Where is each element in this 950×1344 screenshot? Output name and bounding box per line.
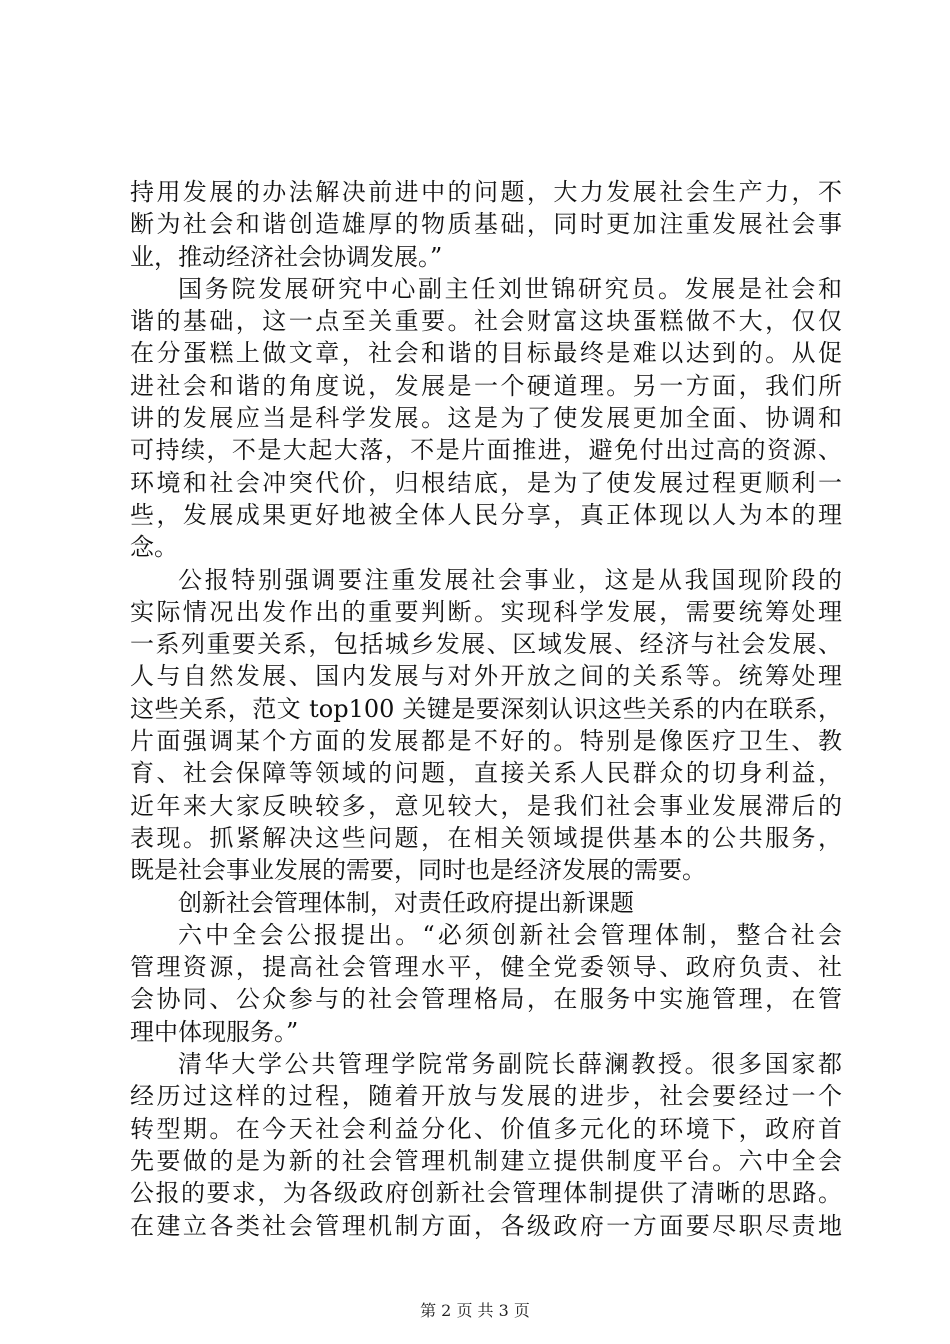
page-footer [0,1301,950,1321]
text-line: 公报特别强调要注重发展社会事业，这是从我国现阶段的 [178,565,842,594]
text-line: 讲的发展应当是科学发展。这是为了使发展更加全面、协调和 [130,404,842,433]
text-line: 公报的要求，为各级政府创新社会管理体制提供了清晰的思路。 [130,1179,842,1208]
text-line: 先要做的是为新的社会管理机制建立提供制度平台。六中全会 [130,1146,842,1175]
text-line: 国务院发展研究中心副主任刘世锦研究员。发展是社会和 [178,274,842,303]
text-line: 实际情况出发作出的重要判断。实现科学发展，需要统筹处理 [130,597,842,626]
text-line: 断为社会和谐创造雄厚的物质基础，同时更加注重发展社会事 [130,210,842,239]
text-line: 片面强调某个方面的发展都是不好的。特别是像医疗卫生、教 [130,727,842,756]
text-line: 环境和社会冲突代价，归根结底，是为了使发展过程更顺利一 [130,468,842,497]
document-body [130,176,842,1242]
text-line: 念。 [130,533,178,562]
text-line: 些，发展成果更好地被全体人民分享，真正体现以人为本的理 [130,500,842,529]
text-line: 进社会和谐的角度说，发展是一个硬道理。另一方面，我们所 [130,371,842,400]
text-line: 管理资源，提高社会管理水平，健全党委领导、政府负责、社 [130,953,842,982]
text-line: 六中全会公报提出。“必须创新社会管理体制，整合社会 [178,920,842,949]
text-line: 人与自然发展、国内发展与对外开放之间的关系等。统筹处理 [130,662,842,691]
text-line: 创新社会管理体制，对责任政府提出新课题 [178,888,634,917]
text-line: 可持续，不是大起大落，不是片面推进，避免付出过高的资源、 [130,436,842,465]
text-line: 持用发展的办法解决前进中的问题，大力发展社会生产力，不 [130,178,842,206]
text-line: 在分蛋糕上做文章，社会和谐的目标最终是难以达到的。从促 [130,339,842,368]
page-number-label: 第 2 页 共 3 页 [420,1301,530,1320]
text-line: 这些关系，范文 top100 关键是要深刻认识这些关系的内在联系， [130,694,842,723]
text-line: 育、社会保障等领域的问题，直接关系人民群众的切身利益， [130,759,842,788]
text-line: 表现。抓紧解决这些问题，在相关领域提供基本的公共服务， [130,823,842,852]
text-line: 在建立各类社会管理机制方面，各级政府一方面要尽职尽责地 [130,1211,842,1240]
text-line: 谐的基础，这一点至关重要。社会财富这块蛋糕做不大，仅仅 [130,307,842,336]
text-line: 近年来大家反映较多，意见较大，是我们社会事业发展滞后的 [130,791,842,820]
text-line: 既是社会事业发展的需要，同时也是经济发展的需要。 [130,856,706,885]
text-line: 转型期。在今天社会利益分化、价值多元化的环境下，政府首 [130,1114,842,1143]
text-line: 会协同、公众参与的社会管理格局，在服务中实施管理，在管 [130,985,842,1014]
text-line: 理中体现服务。” [130,1017,299,1046]
text-line: 经历过这样的过程，随着开放与发展的进步，社会要经过一个 [130,1082,842,1111]
text-line: 清华大学公共管理学院常务副院长薛澜教授。很多国家都 [178,1050,842,1079]
text-line: 一系列重要关系，包括城乡发展、区域发展、经济与社会发展、 [130,630,842,659]
text-line: 业，推动经济社会协调发展。” [130,242,443,271]
